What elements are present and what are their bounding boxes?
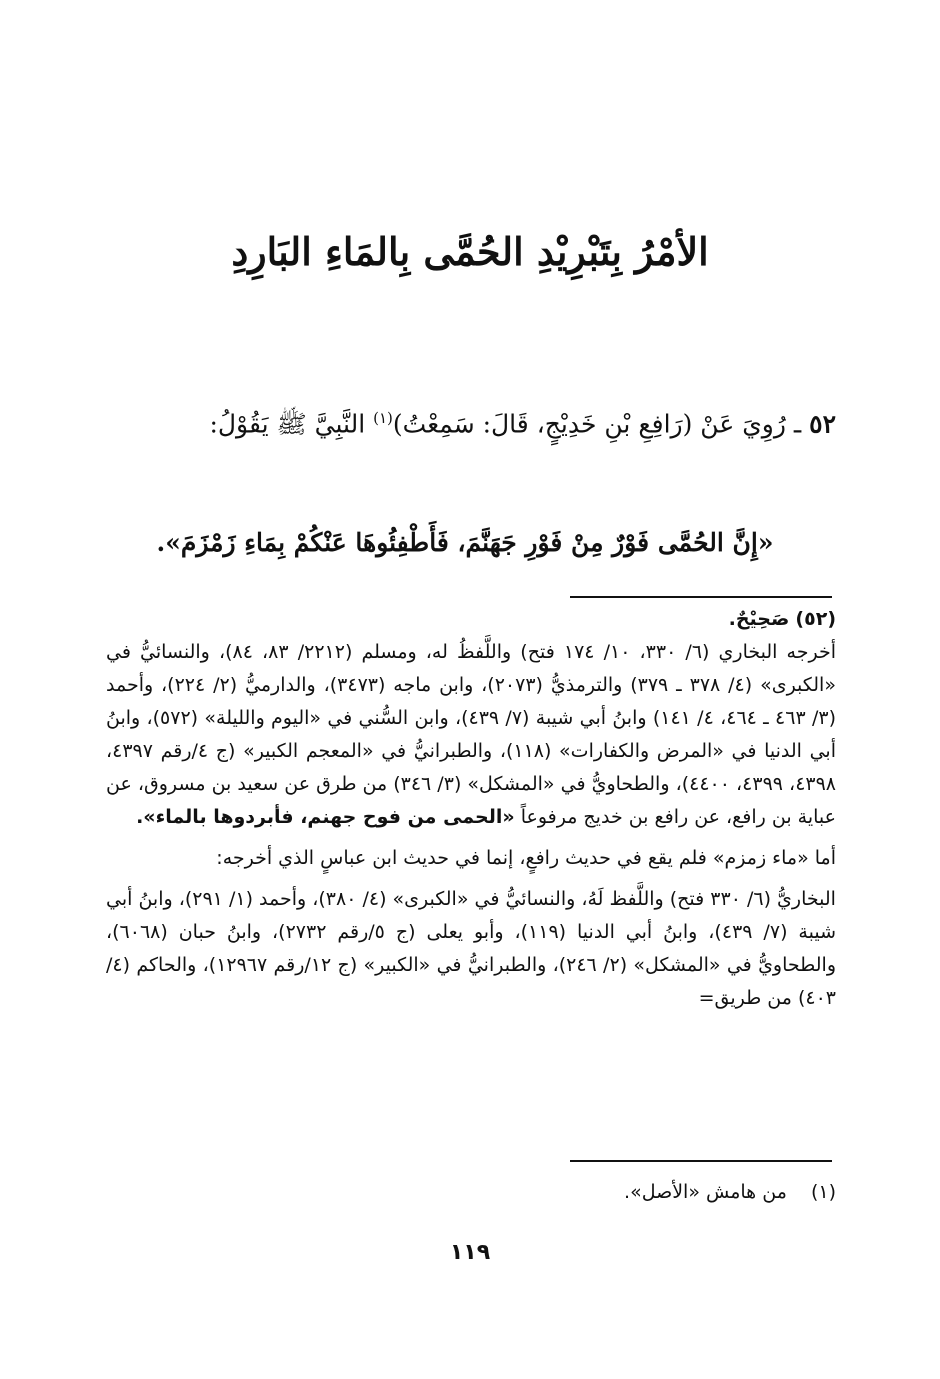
hadith-intro xyxy=(101,392,836,450)
takhrij-paragraph-3: البخاريُّ (٦/ ٣٣٠ فتح) واللَّفظ لَهُ، والنسائيُّ في «الكبرى» (٤/ ٣٨٠)، وأحمد (١/ ٢٩١)، وابنُ أبي شيبة (٧/ ٤٣٩)، وابنُ أبي الدنيا (١١٩)، وأبو يعلى (ج ٥/رقم ٢٧٣٢)، وابنُ حبان (٦٠٦٨)، والطحاويُّ في «المشكل» (٢/ ٢٤٦)، والطبرانيُّ في «الكبير» (ج ١٢/رقم ١٢٩٦٧)، والحاكم (٤/ ٤٠٣) من طريق= xyxy=(106,888,836,1009)
page-number: ١١٩ xyxy=(449,1240,491,1265)
chapter-title: الأمْرُ بِتَبْرِيْدِ الحُمَّى بِالمَاءِ البَارِدِ xyxy=(231,229,709,274)
paragraph-spacer xyxy=(106,834,836,842)
takhrij-paragraph-1 xyxy=(106,636,836,834)
footnote-reference: (١) xyxy=(373,409,393,427)
footnote-text: من هامش «الأصل». xyxy=(624,1181,787,1203)
hadith-text: «إِنَّ الحُمَّى فَوْرٌ مِنْ فَوْرِ جَهَنَّمَ، فَأَطْفِئُوهَا عَنْكُمْ بِمَاءِ زَمْزَمَ». xyxy=(156,528,774,557)
footnote xyxy=(106,1176,836,1209)
footnote-divider xyxy=(570,1160,832,1162)
takhrij-paragraph-2: أما «ماء زمزم» فلم يقع في حديث رافعٍ، إنما في حديث ابن عباسٍ الذي أخرجه: xyxy=(216,847,836,869)
takhrij-heading-number: (٥٢) xyxy=(795,608,836,630)
takhrij-paragraph-1-quote: «الحمى من فوح جهنم، فأبردوها بالماء». xyxy=(136,806,515,828)
hadith-intro-text: ـ رُوِيَ عَنْ (رَافِعِ بْنِ خَدِيْجٍ، قَالَ: سَمِعْتُ) xyxy=(392,409,802,439)
hadith-number: ٥٢ xyxy=(809,409,836,439)
footnote-number: (١) xyxy=(810,1181,836,1203)
hadith-intro-end: النَّبِيَّ ﷺ يَقُوْلُ: xyxy=(209,409,366,439)
paragraph-spacer xyxy=(106,875,836,883)
takhrij-heading xyxy=(106,603,836,636)
hadith-grade: صَحِيْحٌ. xyxy=(728,608,790,630)
takhrij-paragraph-1-text: أخرجه البخاري (٦/ ٣٣٠، ١٠/ ١٧٤ فتح) واللَّفظُ له، ومسلم (٢٢١٢/ ٨٣، ٨٤)، والنسائيُّ في «الكبرى» (٤/ ٣٧٨ ـ ٣٧٩) والترمذيُّ (٢٠٧٣)، وابن ماجه (٣٤٧٣)، والدارميُّ (٢/ ٢٢٤)، وأحمد (٣/ ٤٦٣ ـ ٤٦٤، ٤/ ١٤١) وابنُ أبي شيبة (٧/ ٤٣٩)، وابن السُّني في «اليوم والليلة» (٥٧٢)، وابنُ أبي الدنيا في «المرض والكفارات» (١١٨)، والطبرانيُّ في «المعجم الكبير» (ج ٤/رقم ٤٣٩٧، ٤٣٩٨، ٤٣٩٩، ٤٤٠٠)، والطحاويُّ في «المشكل» (٣/ ٣٤٦) من طرق عن سعيد بن مسروق، عن عباية بن رافع، عن رافع بن خديج مرفوعاً xyxy=(106,641,837,828)
takhrij-section xyxy=(106,603,836,1015)
takhrij-divider xyxy=(570,596,832,598)
